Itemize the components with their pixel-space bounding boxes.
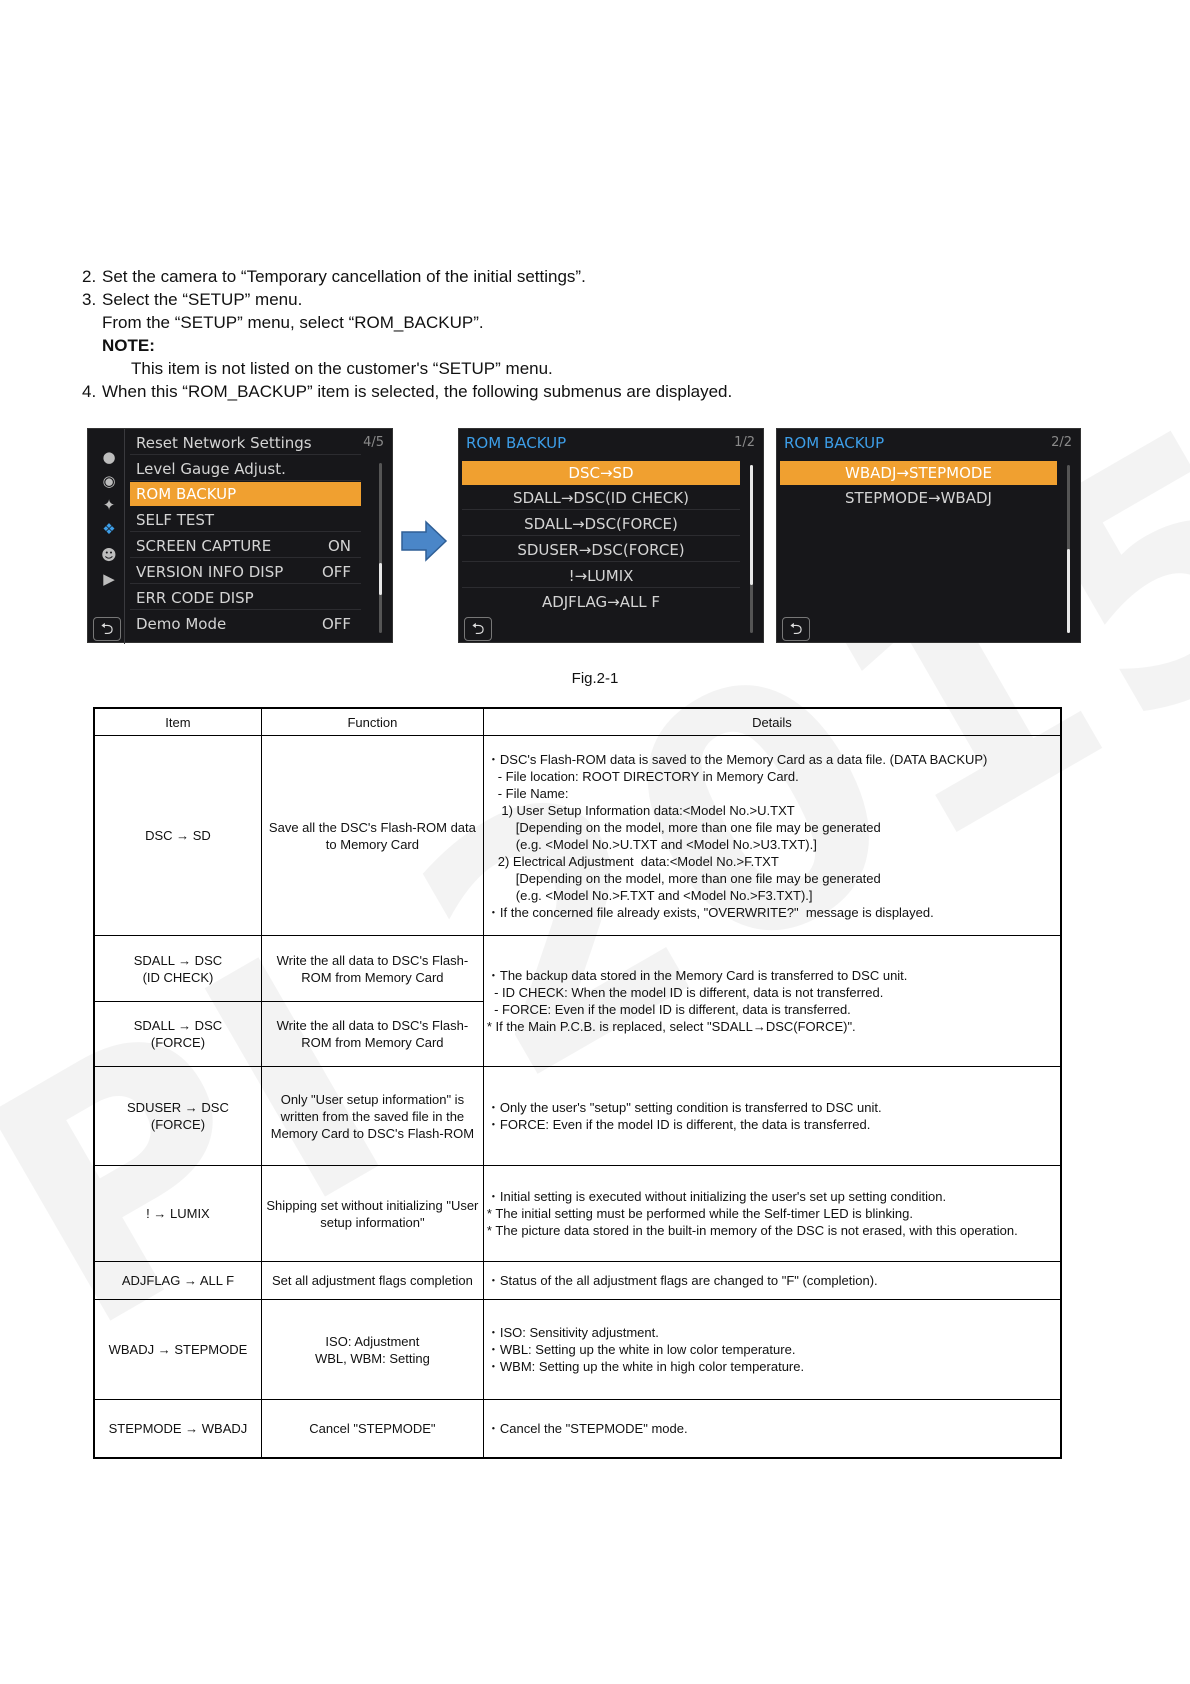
header-function: Function [261,708,483,736]
header-details: Details [483,708,1061,736]
custom-icon: ✦ [102,496,116,514]
row-function: Shipping set without initializing "User setup information" [261,1166,483,1262]
rom-backup-table [93,707,1062,1459]
back-icon[interactable]: ⮌ [782,617,810,641]
instructions [82,265,1112,403]
header-item: Item [94,708,261,736]
menu-item-adjflag[interactable]: ADJFLAG→ALL F [541,593,661,611]
back-icon[interactable]: ⮌ [464,617,492,641]
row-function: ISO: Adjustment WBL, WBM: Setting [261,1300,483,1400]
row-details: ・DSC's Flash-ROM data is saved to the Memory Card as a data file. (DATA BACKUP) - File location: ROOT DIRECTORY in Memory Card. - File Name: 1) User Setup Information data:<Model No.>U.TXT [Depending on the model, more than one file may be generated (e.g. <Model No.>U.TXT and <Model No.>U3.TXT).] 2) Electrical Adjustment data:<Model No.>F.TXT [Depending on the model, more than one file may be generated (e.g. <Model No.>F.TXT and <Model No.>F3.TXT).] ・If the concerned file already exists, "OVERWRITE?" message is displayed. [483,736,1061,936]
video-camera-icon: ◉ [102,472,116,490]
row-item: SDALL → DSC (FORCE) [94,1002,261,1067]
table-row [94,1300,1061,1400]
row-function: Save all the DSC's Flash-ROM data to Memory Card [261,736,483,936]
step-2: 2. Set the camera to “Temporary cancellation of the initial settings”. [82,267,586,286]
table-row [94,1166,1061,1262]
row-details: ・Status of the all adjustment flags are changed to "F" (completion). [483,1262,1061,1300]
arrow-right-icon [400,520,448,562]
row-item: DSC → SD [94,736,261,936]
page-indicator: 1/2 [734,435,755,450]
back-icon[interactable]: ⮌ [93,617,121,641]
screen-title: ROM BACKUP [784,434,885,452]
scrollbar-thumb[interactable] [750,465,753,585]
note-label: NOTE: [102,336,155,355]
note-text: This item is not listed on the customer's “SETUP” menu. [131,359,553,378]
menu-item-reset-network[interactable]: Reset Network Settings [130,431,361,455]
menu-item-self-test[interactable]: SELF TEST [130,508,361,532]
menu-item-sduser-force[interactable]: SDUSER→DSC(FORCE) [462,538,740,562]
menu-item-lumix[interactable]: !→LUMIX [462,564,740,588]
row-item: ADJFLAG → ALL F [94,1262,261,1300]
menu-item-sdall-id-check[interactable]: SDALL→DSC(ID CHECK) [462,486,740,510]
row-details: ・ISO: Sensitivity adjustment. ・WBL: Setting up the white in low color temperature. ・WBM: Setting up the white in high color temperature. [483,1300,1061,1400]
table-header-row [94,708,1061,736]
scrollbar-thumb[interactable] [379,563,382,595]
table-row [94,736,1061,936]
table-row [94,936,1061,1002]
table-row [94,1400,1061,1458]
menu-item-rom-backup[interactable]: ROM BACKUP [130,482,361,506]
menu-item-sdall-force[interactable]: SDALL→DSC(FORCE) [462,512,740,536]
wrench-icon: ❖ [102,520,116,538]
page-indicator: 4/5 [363,435,384,450]
row-item: STEPMODE → WBADJ [94,1400,261,1458]
table-row [94,1262,1061,1300]
step-3: 3. Select the “SETUP” menu. [82,290,303,309]
person-icon: ☻ [101,546,117,564]
camera-icon: ● [102,448,116,466]
menu-item-demo-mode[interactable]: Demo Mode OFF [136,615,351,633]
page-indicator: 2/2 [1051,435,1072,450]
step-4: 4. When this “ROM_BACKUP” item is selected, the following submenus are displayed. [82,382,733,401]
figure-caption: Fig.2-1 [571,670,619,687]
rom-backup-screen-1 [458,428,764,643]
row-function: Cancel "STEPMODE" [261,1400,483,1458]
playback-icon: ▶ [103,570,115,588]
row-item: ! → LUMIX [94,1166,261,1262]
row-item: SDALL → DSC (ID CHECK) [94,936,261,1002]
menu-item-level-gauge[interactable]: Level Gauge Adjust. [130,457,361,481]
screen-title: ROM BACKUP [466,434,567,452]
menu-item-dsc-sd[interactable]: DSC→SD [462,461,740,485]
scrollbar-thumb[interactable] [1067,549,1070,633]
row-details: ・Initial setting is executed without initializing the user's set up setting condition. * The initial setting must be performed while the Self-timer LED is blinking. * The picture data stored in the built-in memory of the DSC is not erased, with this operation. [483,1166,1061,1262]
row-function: Write the all data to DSC's Flash-ROM from Memory Card [261,1002,483,1067]
menu-item-stepmode-wbadj[interactable]: STEPMODE→WBADJ [845,489,992,507]
rom-backup-screen-2 [776,428,1081,643]
menu-item-err-code[interactable]: ERR CODE DISP [130,586,361,610]
row-function: Set all adjustment flags completion [261,1262,483,1300]
row-details: ・Cancel the "STEPMODE" mode. [483,1400,1061,1458]
row-details: ・Only the user's "setup" setting condition is transferred to DSC unit. ・FORCE: Even if the model ID is different, the data is transferred. [483,1067,1061,1166]
menu-item-screen-capture[interactable]: SCREEN CAPTURE ON [130,534,361,558]
menu-item-version-info[interactable]: VERSION INFO DISP OFF [130,560,361,584]
step-3-detail: From the “SETUP” menu, select “ROM_BACKUP”. [102,313,484,332]
scrollbar-track [379,463,382,633]
row-function: Only "User setup information" is written from the saved file in the Memory Card to DSC's Flash-ROM [261,1067,483,1166]
row-item: WBADJ → STEPMODE [94,1300,261,1400]
table-row [94,1067,1061,1166]
menu-item-wbadj-stepmode[interactable]: WBADJ→STEPMODE [780,461,1057,485]
row-function: Write the all data to DSC's Flash-ROM from Memory Card [261,936,483,1002]
sidebar-divider [124,429,125,644]
row-details: ・The backup data stored in the Memory Card is transferred to DSC unit. - ID CHECK: When the model ID is different, data is not transferred. - FORCE: Even if the model ID is different, data is transferred. * If the Main P.C.B. is replaced, select "SDALL→DSC(FORCE)". [483,936,1061,1067]
row-item: SDUSER → DSC (FORCE) [94,1067,261,1166]
setup-menu-screen [87,428,393,643]
